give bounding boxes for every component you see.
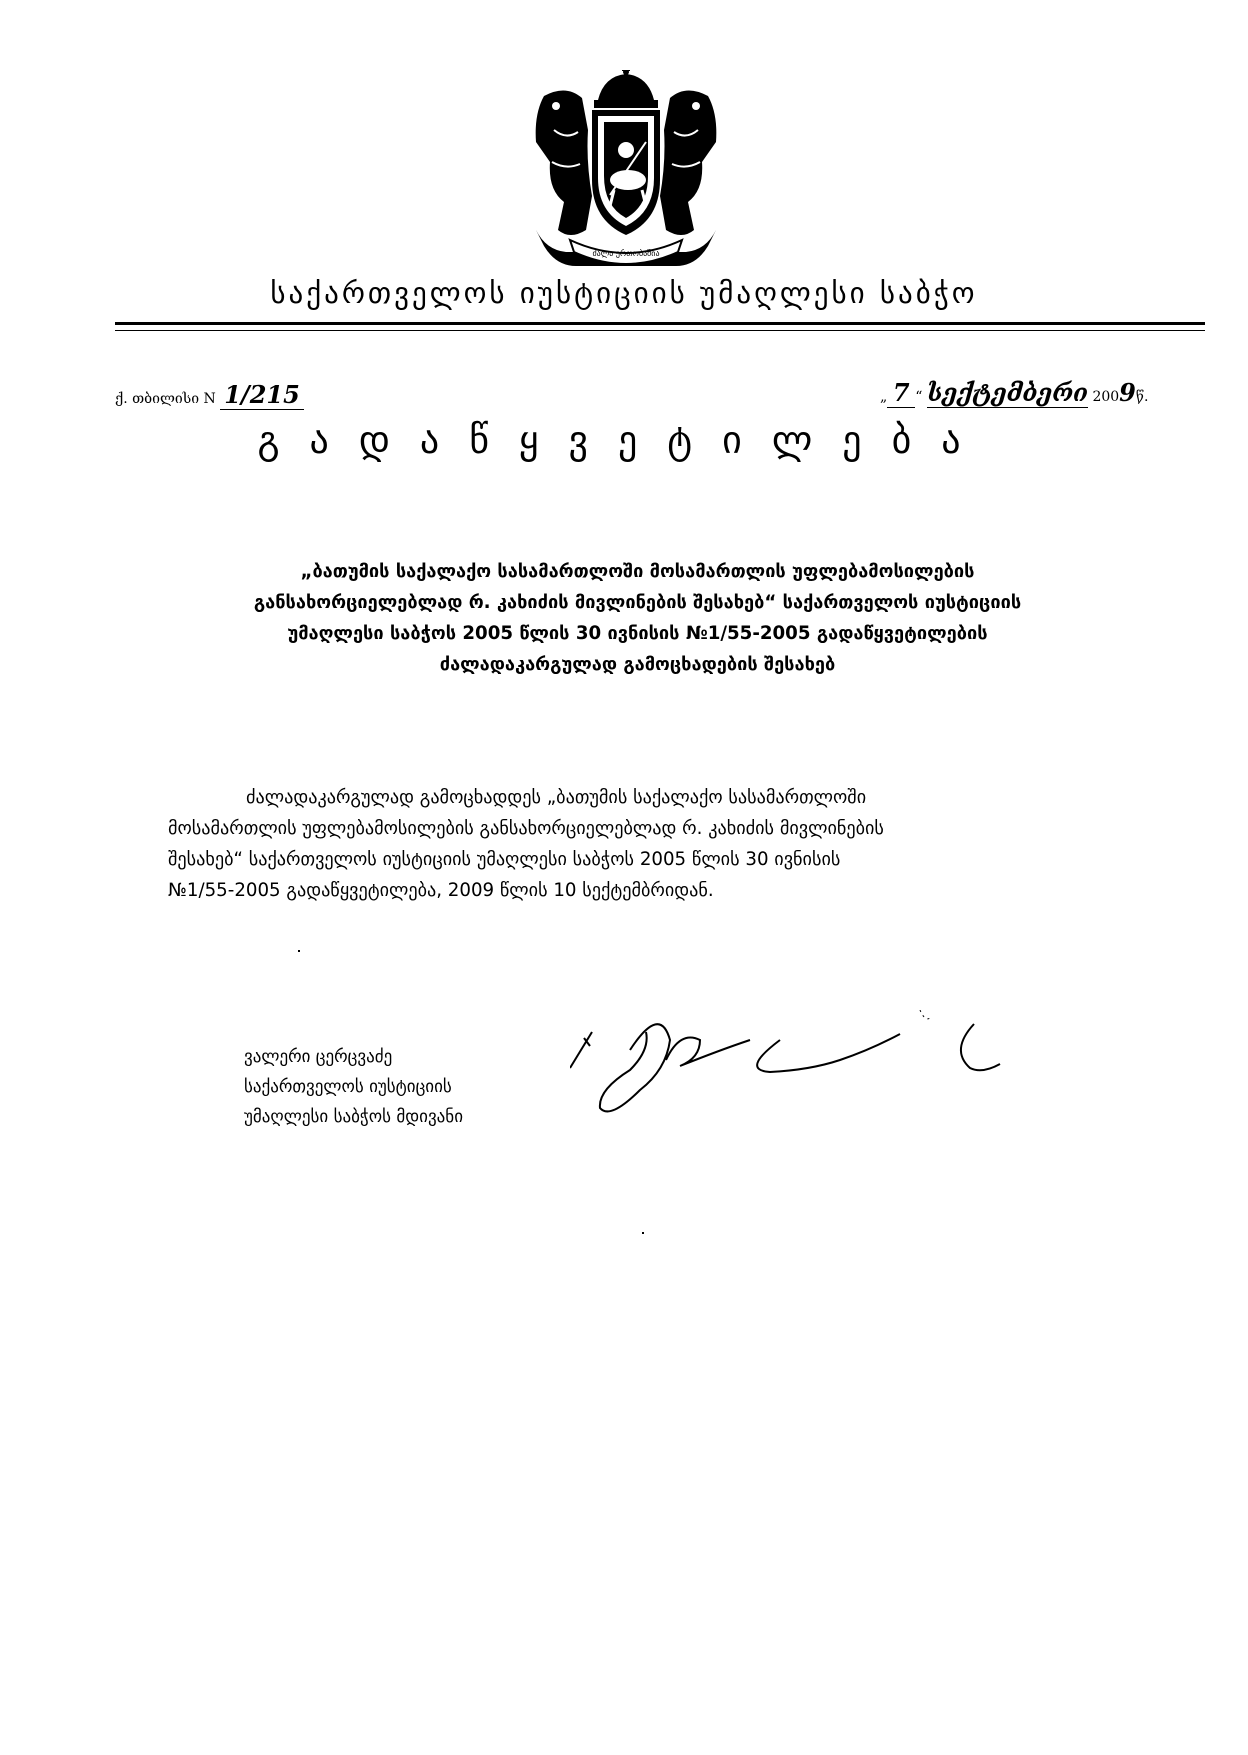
decision-body [168, 782, 1118, 906]
body-line: შესახებ“ საქართველოს იუსტიციის უმაღლესი საბჭოს 2005 წლის 30 ივნისის [168, 849, 841, 870]
header-divider-thin [115, 330, 1205, 331]
date-year-digit: 9 [1119, 378, 1136, 407]
signatory-block [244, 1042, 463, 1132]
reference-number-label: ქ. თბილისი N [115, 391, 216, 407]
organization-name: საქართველოს იუსტიციის უმაღლესი საბჭო [270, 276, 978, 310]
reference-number [115, 380, 304, 410]
heading-line: „ბათუმის საქალაქო სასამართლოში მოსამართლის უფლებამოსილების [300, 561, 975, 582]
signatory-title-line: უმაღლესი საბჭოს მდივანი [244, 1107, 463, 1127]
signatory-name: ვალერი ცერცვაძე [244, 1047, 393, 1067]
header-divider-thick [115, 322, 1205, 325]
body-line: მოსამართლის უფლებამოსილების განსახორციელებლად რ. კახიძის მივლინების [168, 818, 884, 839]
date-day: 7 [892, 378, 910, 407]
body-line: №1/55-2005 გადაწყვეტილება, 2009 წლის 10 სექტემბრიდან. [168, 880, 714, 901]
body-line: ძალადაკარგულად გამოცხადდეს „ბათუმის საქალაქო სასამართლოში [246, 787, 867, 808]
scan-speck [298, 950, 300, 952]
document-title: გადაწყვეტილება [257, 418, 991, 462]
date-month: სექტემბერი [926, 378, 1088, 407]
handwritten-signature [570, 1010, 1020, 1150]
scan-speck [642, 1232, 644, 1234]
date-year-prefix: 200 [1092, 389, 1120, 405]
signatory-title-line: საქართველოს იუსტიციის [244, 1077, 452, 1097]
motto-text: ძალა ერთობაშია [592, 249, 660, 258]
heading-line: განსახორციელებლად რ. კახიძის მივლინების შესახებ“ საქართველოს იუსტიციის [253, 592, 1022, 613]
coat-of-arms-icon [526, 70, 726, 270]
reference-number-value: 1/215 [224, 380, 300, 409]
decision-heading [170, 556, 1105, 680]
heading-line: უმაღლესი საბჭოს 2005 წლის 30 ივნისის №1/55-2005 გადაწყვეტილების [287, 623, 988, 644]
date-suffix: წ. [1135, 389, 1149, 405]
reference-date: „ 7 “ სექტემბერი 2009წ. [880, 378, 1149, 407]
heading-line: ძალადაკარგულად გამოცხადების შესახებ [439, 654, 836, 675]
